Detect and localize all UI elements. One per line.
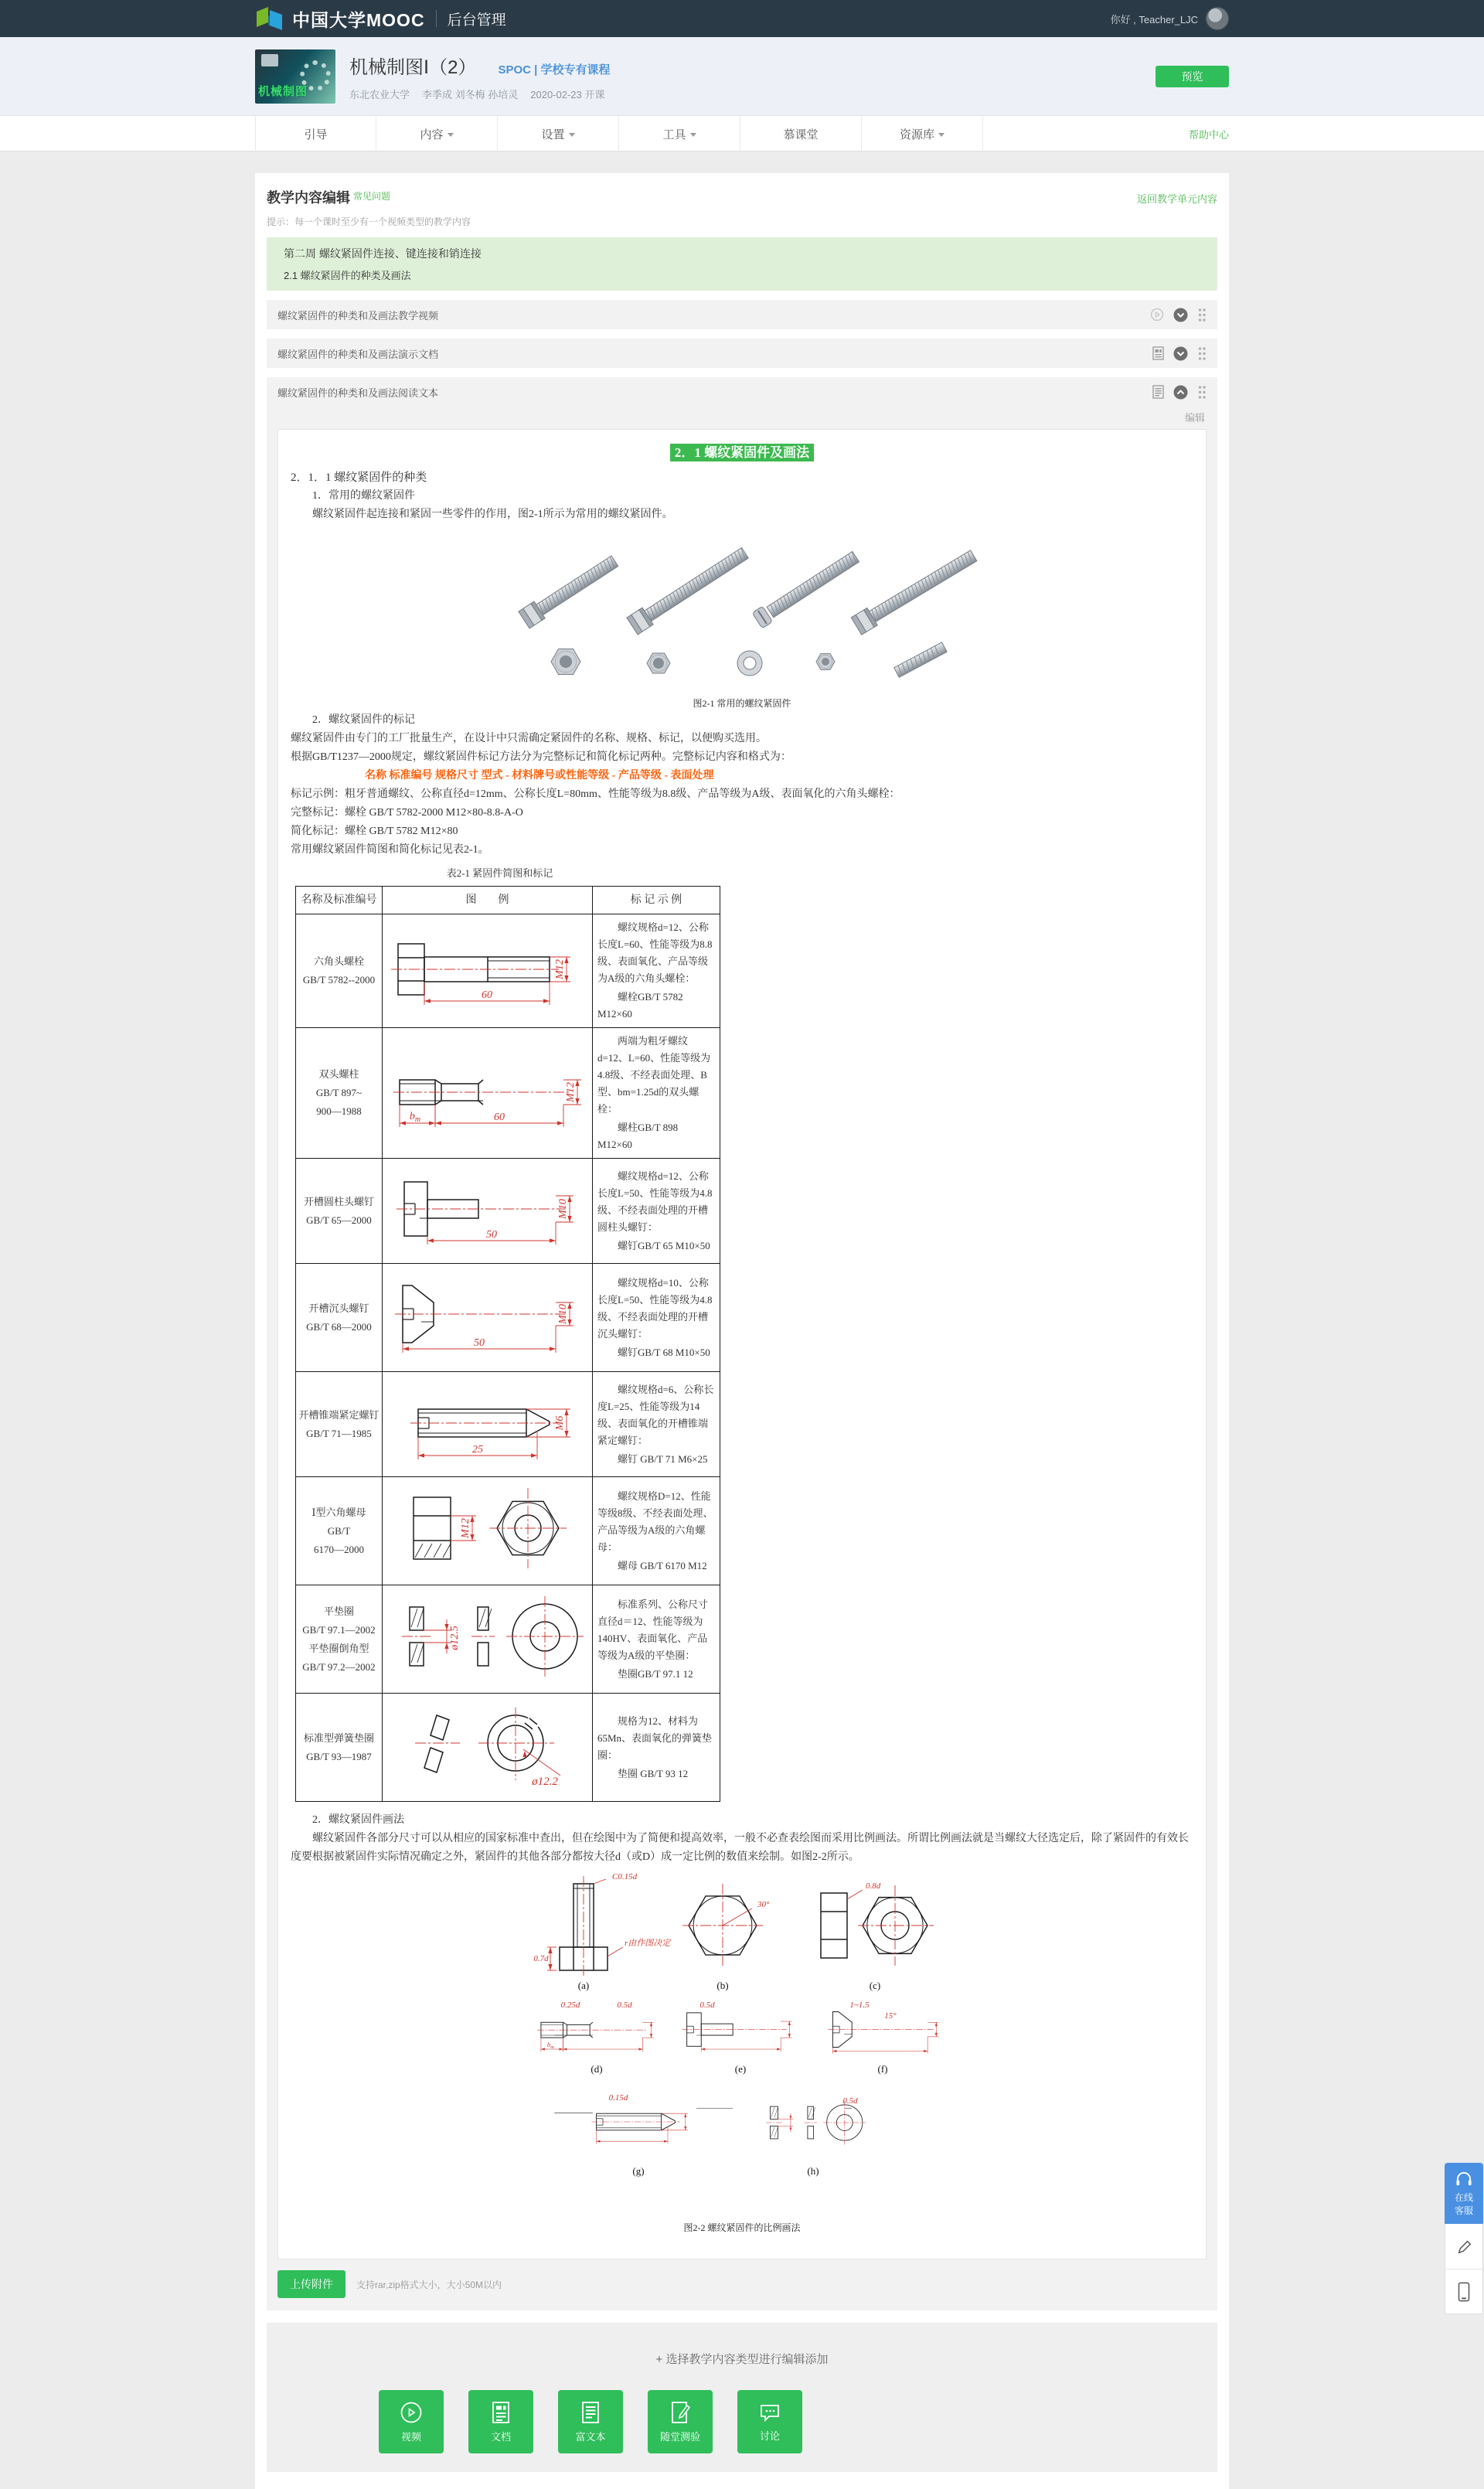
tab-guide[interactable]: 引导 <box>255 116 376 152</box>
figure-2-2 <box>291 1871 1193 2218</box>
fastener-name: 标准型弹簧垫圈 GB/T 93—1987 <box>296 1694 383 1802</box>
table-row <box>296 1372 720 1477</box>
slides-icon <box>1152 346 1164 360</box>
svg-text:(c): (c) <box>869 1980 881 1991</box>
help-center-link[interactable]: 帮助中心 <box>1188 128 1229 141</box>
tab-content[interactable]: 内容 <box>376 116 498 152</box>
unit-week: 第二周 螺纹紧固件连接、键连接和销连接 <box>284 247 482 260</box>
svg-text:(d): (d) <box>591 2063 603 2075</box>
course-start-date: 2020-02-23 开课 <box>530 89 605 100</box>
faq-link[interactable]: 常见问题 <box>353 191 391 202</box>
fastener-name: 平垫圈 GB/T 97.1—2002 平垫圈倒角型 GB/T 97.2—2002 <box>296 1585 383 1694</box>
fastener-name: 开槽沉头螺钉 GB/T 68—2000 <box>296 1264 383 1372</box>
content-item-row-video[interactable] <box>267 300 1217 329</box>
figure-2-1-caption: 图2-1 常用的螺纹紧固件 <box>693 698 791 709</box>
course-header <box>0 37 1484 116</box>
fastener-drawing <box>383 1477 593 1585</box>
doc-p2a: 螺纹紧固件由专门的工厂批量生产，在设计中只需确定紧固件的名称、规格、标记，以便购买选用。 <box>291 733 767 744</box>
doc-heading-211: 2．1．1 螺纹紧固件的种类 <box>291 472 427 484</box>
tab-mooc-class[interactable]: 慕课堂 <box>740 116 862 152</box>
doc-p1-head: 1．常用的螺纹紧固件 <box>312 490 415 502</box>
figure-2-2-caption: 图2-2 螺纹紧固件的比例画法 <box>683 2222 801 2233</box>
fastener-drawing <box>383 1372 593 1477</box>
doc-p2d: 完整标记：螺栓 GB/T 5782-2000 M12×80-8.8-A-O <box>291 807 523 819</box>
mobile-button[interactable] <box>1445 2269 1482 2314</box>
svg-text:0.8d: 0.8d <box>866 1881 881 1891</box>
avatar[interactable] <box>1206 7 1229 30</box>
svg-text:ø12.2: ø12.2 <box>531 1776 558 1788</box>
svg-text:25: 25 <box>471 1444 483 1456</box>
fastener-marking: 标准系列、公称尺寸直径d＝12、性能等级为140HV、表面氧化、产品等级为A级的平垫圈： 垫圈GB/T 97.1 12 <box>593 1585 720 1694</box>
floating-widgets <box>1445 2163 1483 2314</box>
brand-subtitle: 后台管理 <box>447 12 506 29</box>
svg-text:0.5d: 0.5d <box>617 2000 632 2010</box>
fastener-name: 双头螺柱 GB/T 897~ 900—1988 <box>296 1028 383 1159</box>
doc-format-line: 名称 标准编号 规格尺寸 型式 - 材料牌号或性能等级 - 产品等级 - 表面处理 <box>365 770 714 781</box>
tab-tools[interactable]: 工具 <box>619 116 740 152</box>
table-row <box>296 1159 720 1264</box>
fastener-drawing <box>383 1159 593 1264</box>
svg-text:0.7d: 0.7d <box>533 1954 549 1963</box>
svg-text:M10: M10 <box>556 1199 569 1219</box>
richtext-icon <box>580 2401 601 2424</box>
mooc-logo-icon <box>255 6 284 31</box>
course-teachers: 李季成 刘冬梅 孙培灵 <box>422 89 519 100</box>
svg-text:(b): (b) <box>716 1980 729 1991</box>
fastener-name: 开槽锥端紧定螺钉 GB/T 71—1985 <box>296 1372 383 1477</box>
figure-2-1 <box>291 529 1193 694</box>
svg-text:0.25d: 0.25d <box>560 2000 580 2010</box>
brand-name: 中国大学MOOC <box>292 9 425 30</box>
tab-resource-lib[interactable]: 资源库 <box>862 116 983 152</box>
svg-text:(g): (g) <box>632 2165 645 2177</box>
tab-settings[interactable]: 设置 <box>498 116 619 152</box>
doc-p2f: 常用螺纹紧固件简图和简化标记见表2-1。 <box>291 844 489 856</box>
fastener-marking: 螺纹规格d=12、公称长度L=60、性能等级为8.8级、表面氧化、产品等级为A级的六角头螺栓： 螺栓GB/T 5782 M12×60 <box>593 914 720 1028</box>
edit-link[interactable]: 编辑 <box>1184 412 1205 424</box>
fastener-marking: 螺纹规格D=12、性能等级8级、不经表面处理、产品等级为A级的六角螺母： 螺母 GB/T 6170 M12 <box>593 1477 720 1585</box>
chevron-down-icon <box>569 133 575 137</box>
fastener-drawing <box>383 1694 593 1802</box>
doc-p2c: 标记示例：粗牙普通螺纹、公称直径d=12mm、公称长度L=80mm、性能等级为8.8级、产品等级为A级、表面氧化的六角头螺栓： <box>291 788 900 800</box>
drag-handle-icon[interactable] <box>1197 308 1207 322</box>
add-discussion-button[interactable]: 讨论 <box>737 2390 802 2453</box>
doc-icon <box>491 2401 511 2424</box>
doc-p3-head: 2．螺纹紧固件画法 <box>312 1814 404 1826</box>
doc-p2-head: 2．螺纹紧固件的标记 <box>312 714 415 726</box>
headset-icon <box>1455 2171 1473 2188</box>
table-row <box>296 1694 720 1802</box>
doc-p2e: 简化标记：螺栓 GB/T 5782 M12×80 <box>291 826 458 837</box>
add-video-button[interactable]: 视频 <box>379 2390 444 2453</box>
course-title: 机械制图Ⅰ（2） <box>349 57 477 78</box>
back-to-unit-link[interactable]: 返回教学单元内容 <box>1136 193 1217 205</box>
fastener-drawing <box>383 1585 593 1694</box>
table-row <box>296 1028 720 1159</box>
course-type-badge: SPOC | 学校专有课程 <box>498 63 611 77</box>
content-item-row-text[interactable] <box>267 377 1217 407</box>
course-school: 东北农业大学 <box>349 89 410 100</box>
svg-text:r由作图决定: r由作图决定 <box>625 1939 671 1948</box>
svg-text:M6: M6 <box>553 1415 566 1431</box>
content-item-label: 螺纹紧固件的种类和及画法阅读文本 <box>277 386 439 399</box>
drag-handle-icon[interactable] <box>1197 385 1207 400</box>
svg-text:M10: M10 <box>556 1304 569 1324</box>
chevron-down-icon <box>448 133 454 137</box>
course-thumbnail <box>255 49 335 104</box>
svg-text:0.15d: 0.15d <box>608 2093 628 2103</box>
editor-hint: 提示：每一个课时至少有一个视频类型的教学内容 <box>267 216 471 227</box>
fastener-name: 六角头螺栓 GB/T 5782--2000 <box>296 914 383 1028</box>
table-header-row: 名称及标准编号 图 例 标 记 示 例 <box>296 887 720 914</box>
fastener-name: Ⅰ型六角螺母 GB/T 6170—2000 <box>296 1477 383 1585</box>
drag-handle-icon[interactable] <box>1197 346 1207 361</box>
reading-document <box>277 429 1207 2259</box>
table-row <box>296 1585 720 1694</box>
fastener-name: 开槽圆柱头螺钉 GB/T 65—2000 <box>296 1159 383 1264</box>
upload-attachment-button[interactable]: 上传附件 <box>277 2270 345 2298</box>
expand-chevron-down-icon[interactable] <box>1173 308 1188 322</box>
fastener-marking: 规格为12、材料为65Mn、表面氧化的弹簧垫圈： 垫圈 GB/T 93 12 <box>593 1694 720 1802</box>
svg-text:bm: $b_m$ <box>546 2040 554 2050</box>
svg-text:(h): (h) <box>807 2165 819 2177</box>
table-row <box>296 1264 720 1372</box>
add-richtext-button[interactable]: 富文本 <box>558 2390 623 2453</box>
add-doc-button[interactable]: 文档 <box>468 2390 533 2453</box>
content-item-label: 螺纹紧固件的种类和及画法教学视频 <box>277 309 439 322</box>
content-item-row-slides[interactable] <box>267 339 1217 368</box>
fastener-drawing <box>383 1264 593 1372</box>
quiz-icon <box>670 2401 690 2424</box>
upload-hint: 支持rar,zip格式大小，大小50M以内 <box>356 2279 502 2290</box>
svg-text:ø12.5: ø12.5 <box>448 1626 461 1650</box>
fastener-table <box>295 886 720 1802</box>
fastener-drawing <box>383 914 593 1028</box>
mobile-phone-icon <box>1455 2282 1472 2302</box>
svg-text:50: 50 <box>485 1229 497 1241</box>
fastener-marking: 螺纹规格d=6、公称长度L=25、性能等级为14级、表面氧化的开槽锥端紧定螺钉： 螺钉 GB/T 71 M6×25 <box>593 1372 720 1477</box>
pencil-icon <box>1455 2238 1472 2255</box>
add-quiz-button[interactable]: 随堂测验 <box>648 2390 713 2453</box>
doc-p1: 螺纹紧固件起连接和紧固一些零件的作用，图2-1所示为常用的螺纹紧固件。 <box>312 509 673 520</box>
content-item-label: 螺纹紧固件的种类和及画法演示文档 <box>277 348 439 360</box>
course-thumb-caption: 机械制图 <box>258 85 308 98</box>
feedback-pencil-button[interactable] <box>1445 2224 1482 2269</box>
svg-text:60: 60 <box>481 989 492 1001</box>
svg-text:(e): (e) <box>734 2063 747 2075</box>
video-icon <box>400 2401 423 2424</box>
svg-text:1~1.5: 1~1.5 <box>849 2000 870 2010</box>
svg-text:M12: M12 <box>459 1518 471 1538</box>
svg-text:M12: M12 <box>553 958 566 979</box>
online-service-button[interactable]: 在线 客服 <box>1445 2163 1483 2224</box>
add-content-panel <box>267 2323 1217 2472</box>
text-icon <box>1152 385 1164 399</box>
discussion-icon <box>758 2402 781 2423</box>
brand <box>255 6 506 32</box>
chevron-down-icon <box>938 133 945 137</box>
svg-text:M12: M12 <box>564 1081 577 1102</box>
svg-text:bm: $b_m$ <box>409 1110 420 1124</box>
main-card <box>255 173 1229 2489</box>
nav-tabs-bar <box>0 116 1484 152</box>
svg-text:C0.15d: C0.15d <box>612 1872 638 1881</box>
unit-lesson: 2.1 螺纹紧固件的种类及画法 <box>284 270 411 281</box>
expand-chevron-down-icon[interactable] <box>1173 346 1188 361</box>
preview-button[interactable]: 预览 <box>1156 66 1229 87</box>
fastener-marking: 螺纹规格d=12、公称长度L=50、性能等级为4.8级、不经表面处理的开槽圆柱头螺钉： 螺钉GB/T 65 M10×50 <box>593 1159 720 1264</box>
fastener-marking: 两端为粗牙螺纹d=12、L=60、性能等级为4.8级、不经表面处理、B型、bm=1.25d的双头螺栓： 螺柱GB/T 898 M12×60 <box>593 1028 720 1159</box>
svg-text:(f): (f) <box>877 2063 888 2075</box>
svg-text:60: 60 <box>493 1111 505 1123</box>
collapse-chevron-up-icon[interactable] <box>1173 385 1188 400</box>
svg-text:50: 50 <box>473 1337 485 1349</box>
svg-text:0.5d: 0.5d <box>699 2000 715 2010</box>
table-caption: 表2-1 紧固件简图和标记 <box>446 867 553 879</box>
fastener-marking: 螺纹规格d=10、公称长度L=50、性能等级为4.8级、不经表面处理的开槽沉头螺钉： 螺钉GB/T 68 M10×50 <box>593 1264 720 1372</box>
add-panel-title: + 选择教学内容类型进行编辑添加 <box>655 2353 829 2366</box>
svg-text:(a): (a) <box>577 1980 590 1991</box>
user-greeting: 你好 , Teacher_LJC <box>1110 13 1198 26</box>
table-row <box>296 1477 720 1585</box>
fastener-drawing <box>383 1028 593 1159</box>
page-title: 教学内容编辑 <box>267 190 350 206</box>
svg-text:0.5d: 0.5d <box>842 2096 858 2106</box>
svg-text:15°: 15° <box>884 2011 897 2021</box>
unit-info-box <box>267 237 1217 291</box>
video-icon <box>1150 308 1164 322</box>
svg-text:30°: 30° <box>757 1900 770 1909</box>
table-row <box>296 914 720 1028</box>
expanded-item-block <box>267 377 1217 2310</box>
doc-p3: 螺纹紧固件各部分尺寸可以从相应的国家标准中查出，但在绘图中为了简便和提高效率，一般不必查表绘图而采用比例画法。所谓比例画法就是当螺纹大径选定后，除了紧固件的有效长度要根据被紧固件实际情况确定之外，紧固件的其他各部分都按大径d（或D）成一定比例的数值来绘制。如图2-2所示。 <box>291 1833 1189 1863</box>
topbar <box>0 0 1484 37</box>
doc-title: 2．1 螺纹紧固件及画法 <box>291 444 1193 464</box>
chevron-down-icon <box>690 133 696 137</box>
brand-divider <box>436 10 437 27</box>
doc-p2b: 根据GB/T1237—2000规定，螺纹紧固件标记方法分为完整标记和简化标记两种。完整标记内容和格式为： <box>291 751 791 763</box>
